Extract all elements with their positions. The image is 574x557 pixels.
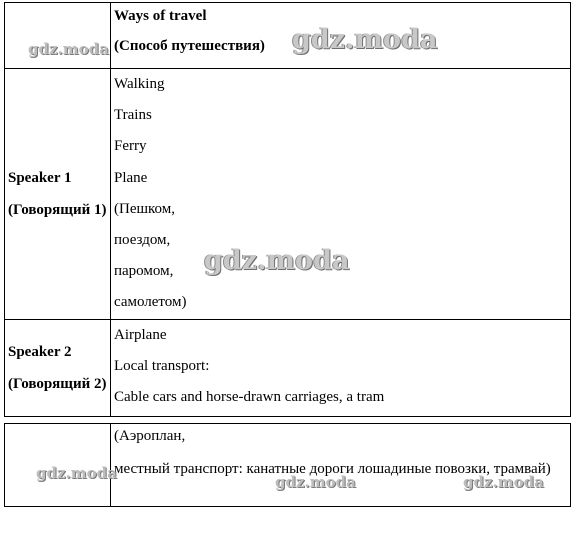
list-item: самолетом): [114, 294, 187, 311]
speaker2-name: Speaker 2: [8, 343, 72, 360]
speaker1-name: Speaker 1: [8, 169, 72, 186]
watermark: gdz.moda: [28, 40, 109, 58]
speaker2-label-cell: [5, 319, 111, 416]
list-item: поездом,: [114, 232, 171, 249]
speaker1-label-cell: [5, 69, 111, 320]
translation-line: местный транспорт: канатные дороги лошадиные повозки, трамвай): [114, 461, 551, 477]
watermark: gdz.moda: [275, 473, 356, 491]
header-subtitle: (Способ путешествия): [114, 38, 265, 54]
header-title: Ways of travel: [114, 8, 207, 24]
list-item: Local transport:: [114, 357, 210, 374]
list-item: Plane: [114, 169, 148, 186]
speaker1-name-ru: (Говорящий 1): [8, 201, 107, 218]
watermark: gdz.moda: [292, 24, 438, 55]
speaker2-name-ru: (Говорящий 2): [8, 375, 107, 392]
speaker1-row: [5, 69, 571, 320]
list-item: Ferry: [114, 138, 147, 155]
header-empty-cell: [5, 3, 111, 69]
list-item: паромом,: [114, 263, 174, 280]
ways-of-travel-table: [4, 2, 571, 417]
list-item: (Пешком,: [114, 200, 176, 217]
list-item: Walking: [114, 76, 165, 92]
watermark: gdz.moda: [204, 245, 350, 276]
speaker2-row: [5, 319, 571, 416]
translation-line: (Аэроплан,: [114, 428, 186, 444]
watermark: gdz.moda: [463, 473, 544, 491]
list-item: Trains: [114, 107, 152, 124]
list-item: Cable cars and horse-drawn carriages, a tram: [114, 389, 385, 406]
header-row: [5, 3, 571, 69]
list-item: Airplane: [114, 326, 167, 343]
translation-cell: [111, 424, 571, 507]
speaker1-items-cell: [111, 69, 571, 320]
speaker2-items-cell: [111, 319, 571, 416]
watermark: gdz.moda: [36, 464, 117, 482]
